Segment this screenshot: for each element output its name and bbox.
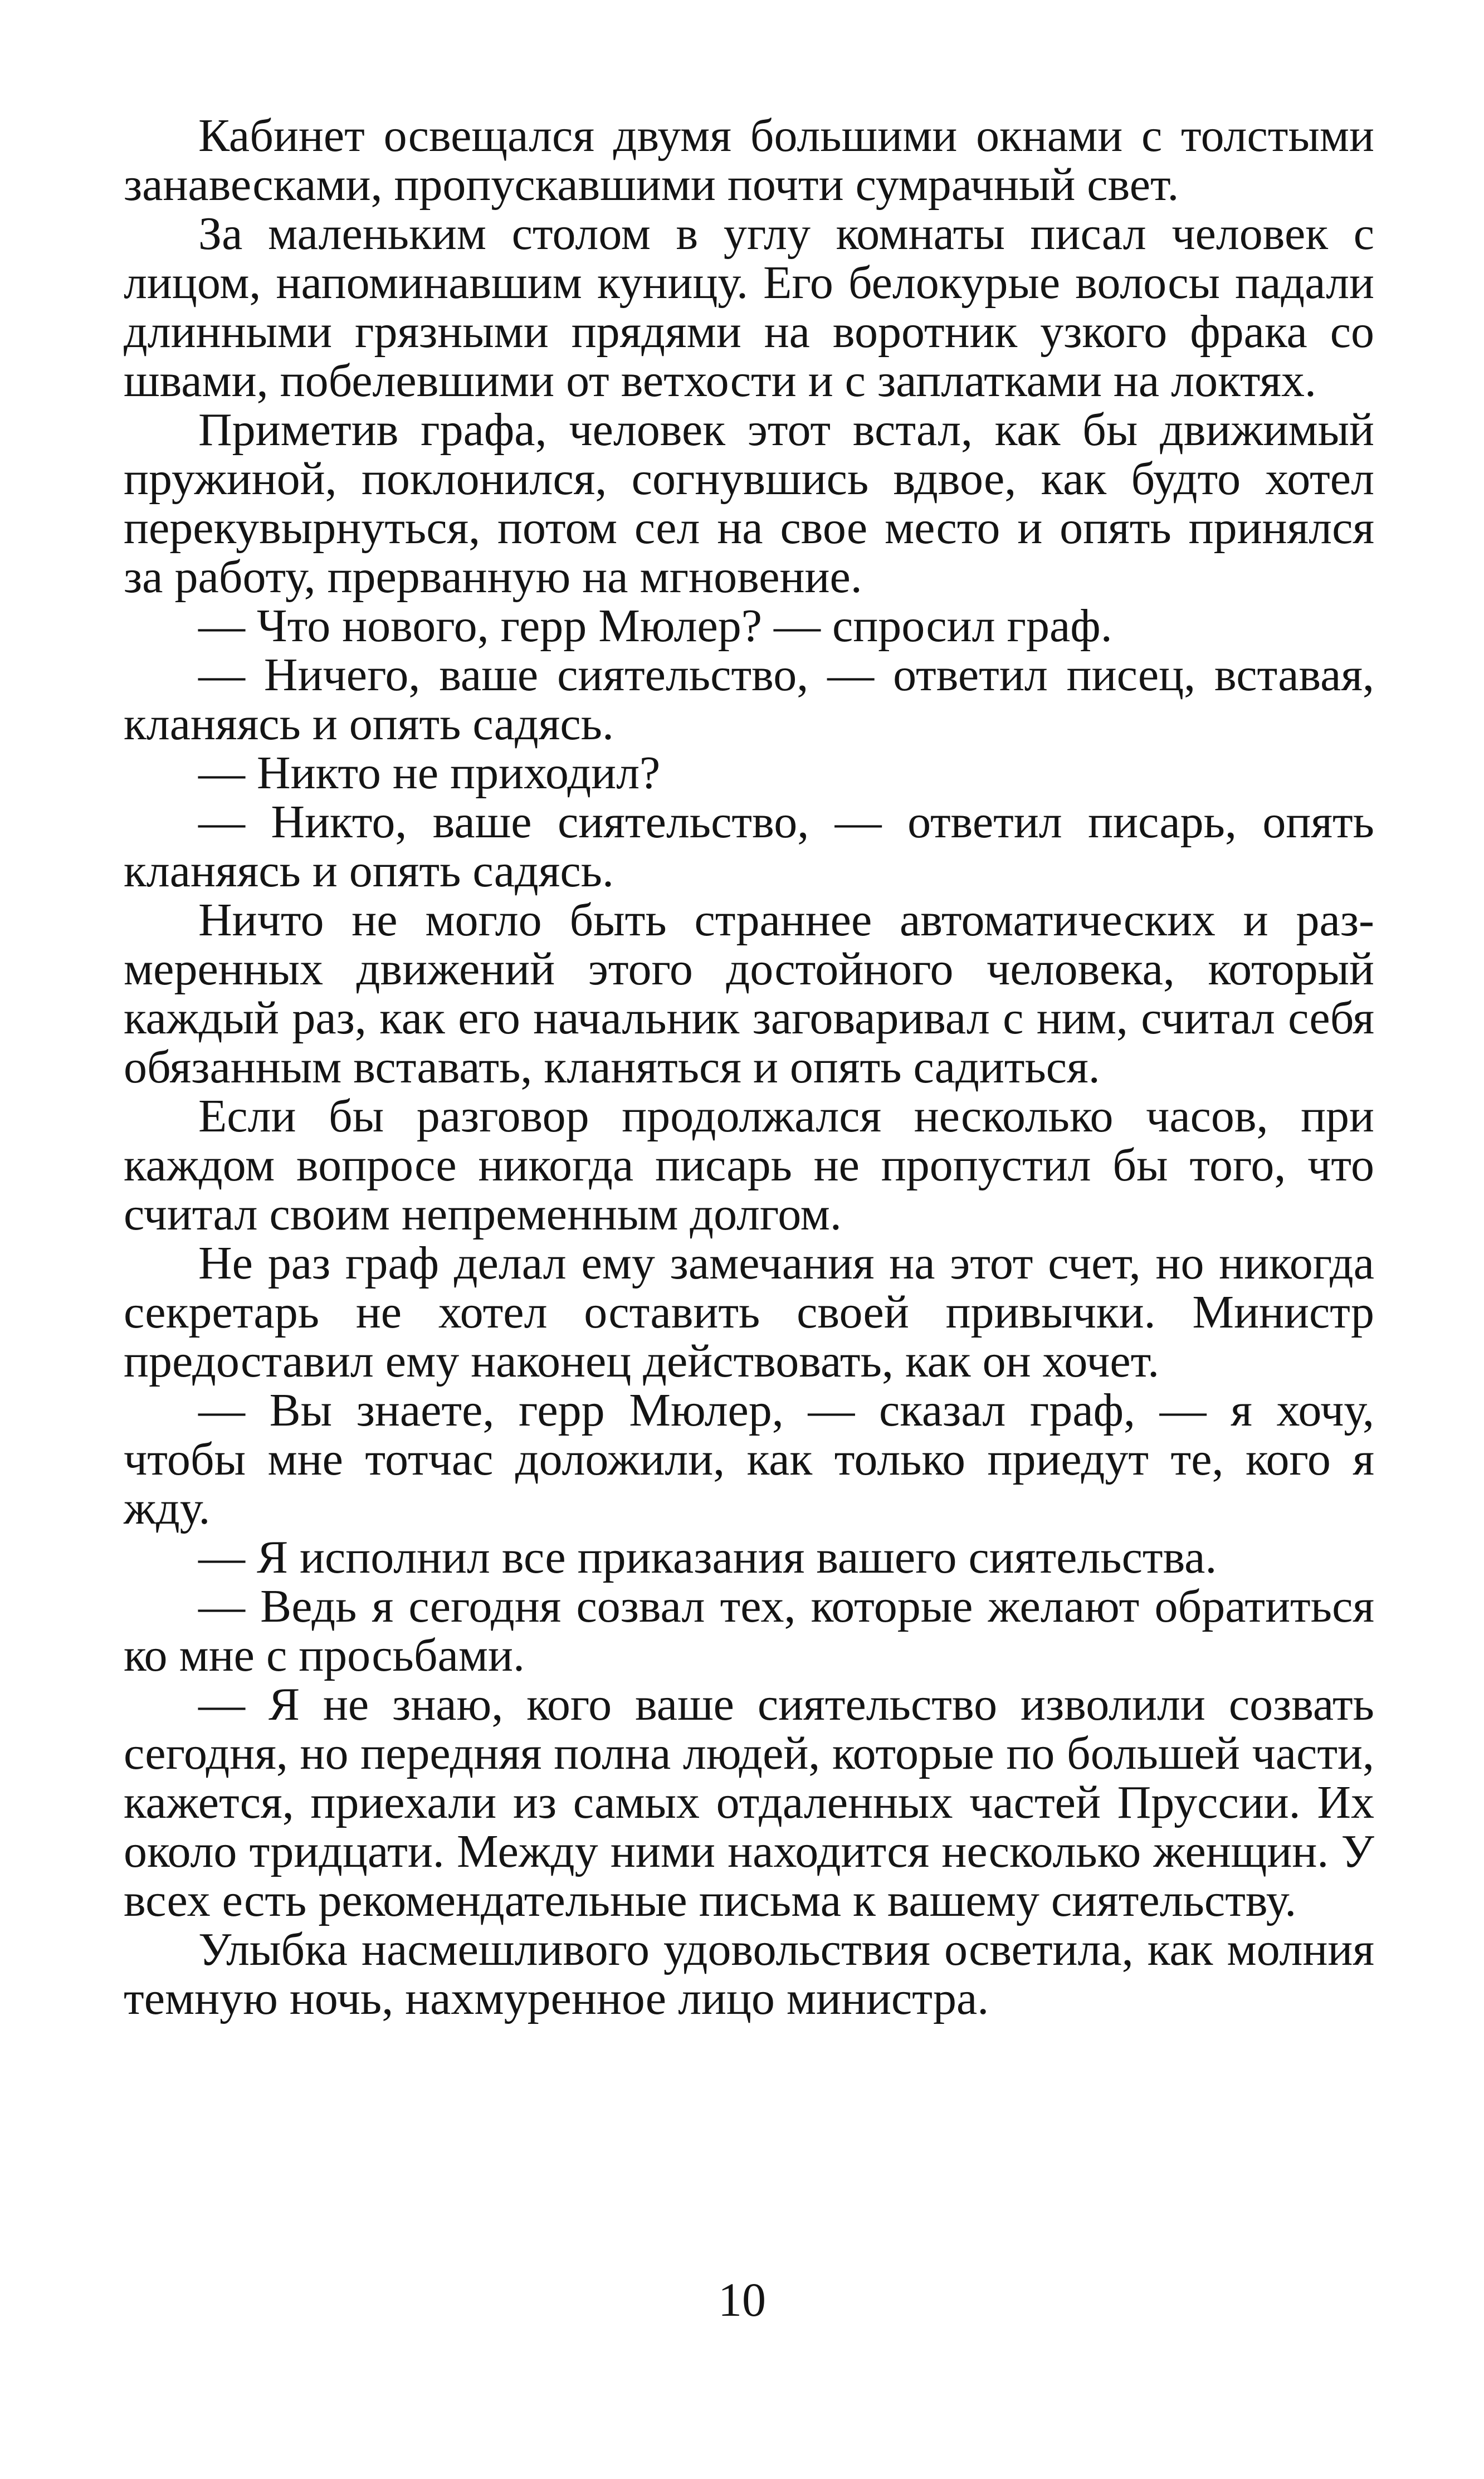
paragraph: Приметив графа, человек этот встал, как бы движимый пружиной, поклонился, согнувшись вдвое, как будто хотел перекувырнуться, потом сел на свое место и опять принялся за работу, прерванную на мгновение. (124, 404, 1374, 603)
dialogue-line: — Ничего, ваше сиятельство, — ответил писец, вставая, кланяясь и опять садясь. (124, 649, 1374, 750)
dialogue-line: — Что нового, герр Мюлер? — спросил граф. (198, 600, 1112, 652)
paragraph: Улыбка насмешливого удовольствия осветила, как молния темную ночь, нахмуренное лицо министра. (124, 1924, 1374, 2024)
dialogue-line: — Ведь я сегодня созвал тех, которые желают обратиться ко мне с просьбами. (124, 1580, 1374, 1681)
dialogue-line: — Я не знаю, кого ваше сиятельство изволили созвать сегодня, но передняя полна людей, которые по большей части, кажется, приехали из самых отдаленных частей Пруссии. Их около тридцати. Между ними находится несколько женщин. У всех есть рекомендательные письма к вашему сиятельству. (124, 1678, 1374, 1926)
dialogue-line: — Никто, ваше сиятельство, — ответил писарь, опять кланяясь и опять садясь. (124, 796, 1374, 897)
page-number: 10 (718, 2273, 766, 2326)
paragraph: Кабинет освещался двумя большими окнами с толстыми занавесками, пропускавшими почти сумрачный свет. (124, 110, 1374, 211)
body-text (124, 111, 1374, 2023)
paragraph: Если бы разговор продолжался несколько часов, при каждом вопросе никогда писарь не пропустил бы того, что считал своим непременным долгом. (124, 1090, 1374, 1240)
dialogue-line: — Вы знаете, герр Мюлер, — сказал граф, — я хочу, чтобы мне тотчас доложили, как только приедут те, кого я жду. (124, 1384, 1374, 1534)
paragraph: Не раз граф делал ему замечания на этот счет, но никогда секретарь не хотел оставить своей привычки. Министр предоставил ему наконец действовать, как он хочет. (124, 1237, 1374, 1387)
paragraph: За маленьким столом в углу комнаты писал человек с лицом, напоминавшим куницу. Его белокурые волосы падали длинными грязными прядями на воротник узкого фрака со швами, побелевшими от ветхости и с заплатками на локтях. (124, 208, 1374, 407)
paragraph: Ничто не могло быть страннее автоматических и размеренных движений этого достойного человека, который каждый раз, как его начальник заговаривал с ним, считал себя обязанным вставать, кланяться и опять садиться. (124, 894, 1374, 1093)
dialogue-line: — Я исполнил все приказания вашего сиятельства. (198, 1531, 1217, 1583)
dialogue-line: — Никто не приходил? (198, 747, 661, 799)
